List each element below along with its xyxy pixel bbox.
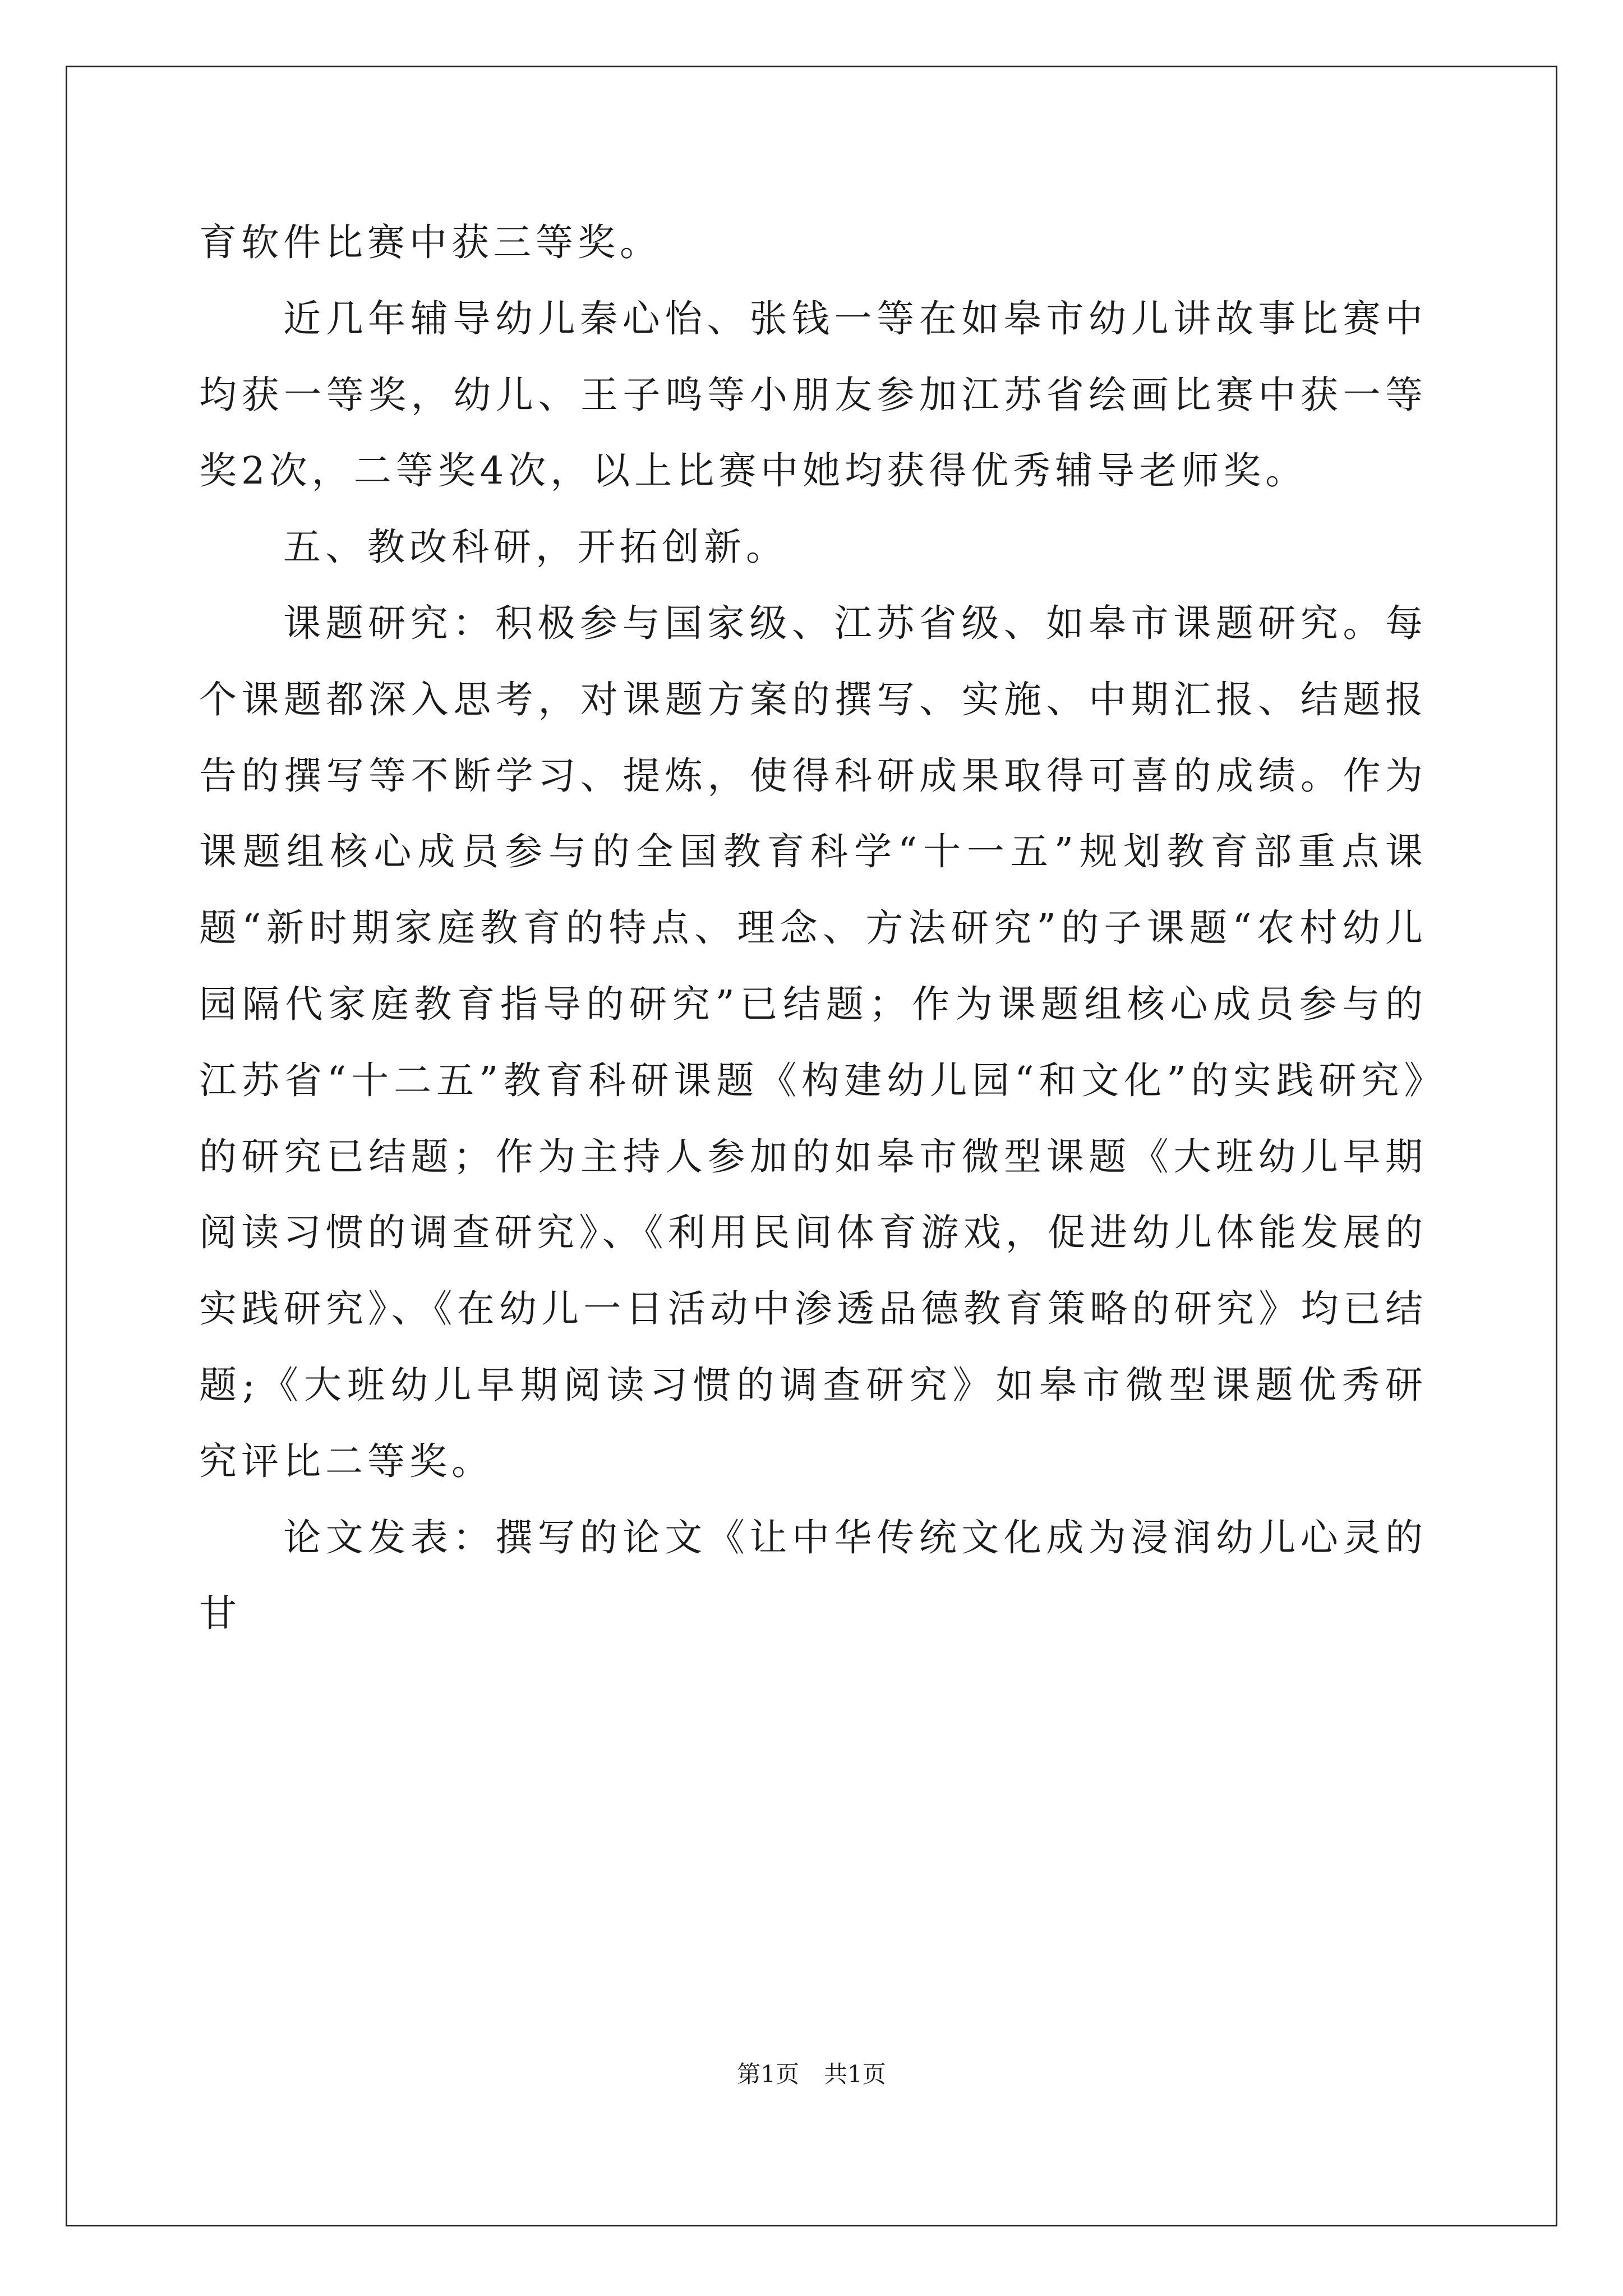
page-number: 第1页 [737, 2060, 799, 2088]
page-footer [0, 2058, 1623, 2091]
section-heading: 五、教改科研，开拓创新。 [283, 525, 788, 569]
paragraph: 论文发表：撰写的论文《让中华传统文化成为浸润幼儿心灵的甘 [199, 1515, 1427, 1636]
paragraph: 近几年辅导幼儿秦心怡、张钱一等在如皋市幼儿讲故事比赛中均获一等奖，幼儿、王子鸣等小朋友参加江苏省绘画比赛中获一等奖2次，二等奖4次，以上比赛中她均获得优秀辅导老师奖。 [199, 296, 1427, 493]
document-body [199, 205, 1427, 1652]
paragraph: 课题研究：积极参与国家级、江苏省级、如皋市课题研究。每个课题都深入思考，对课题方案的撰写、实施、中期汇报、结题报告的撰写等不断学习、提炼，使得科研成果取得可喜的成绩。作为课题组核心成员参与的全国教育科学“十一五”规划教育部重点课题“新时期家庭教育的特点、理念、方法研究”的子课题“农村幼儿园隔代家庭教育指导的研究”已结题；作为课题组核心成员参与的江苏省“十二五”教育科研课题《构建幼儿园“和文化”的实践研究》的研究已结题；作为主持人参加的如皋市微型课题《大班幼儿早期阅读习惯的调查研究》、《利用民间体育游戏，促进幼儿体能发展的实践研究》、《在幼儿一日活动中渗透品德教育策略的研究》均已结题;《大班幼儿早期阅读习惯的调查研究》如皋市微型课题优秀研究评比二等奖。 [199, 601, 1427, 1483]
paragraph: 育软件比赛中获三等奖。 [199, 220, 662, 264]
page-total: 共1页 [824, 2060, 886, 2088]
